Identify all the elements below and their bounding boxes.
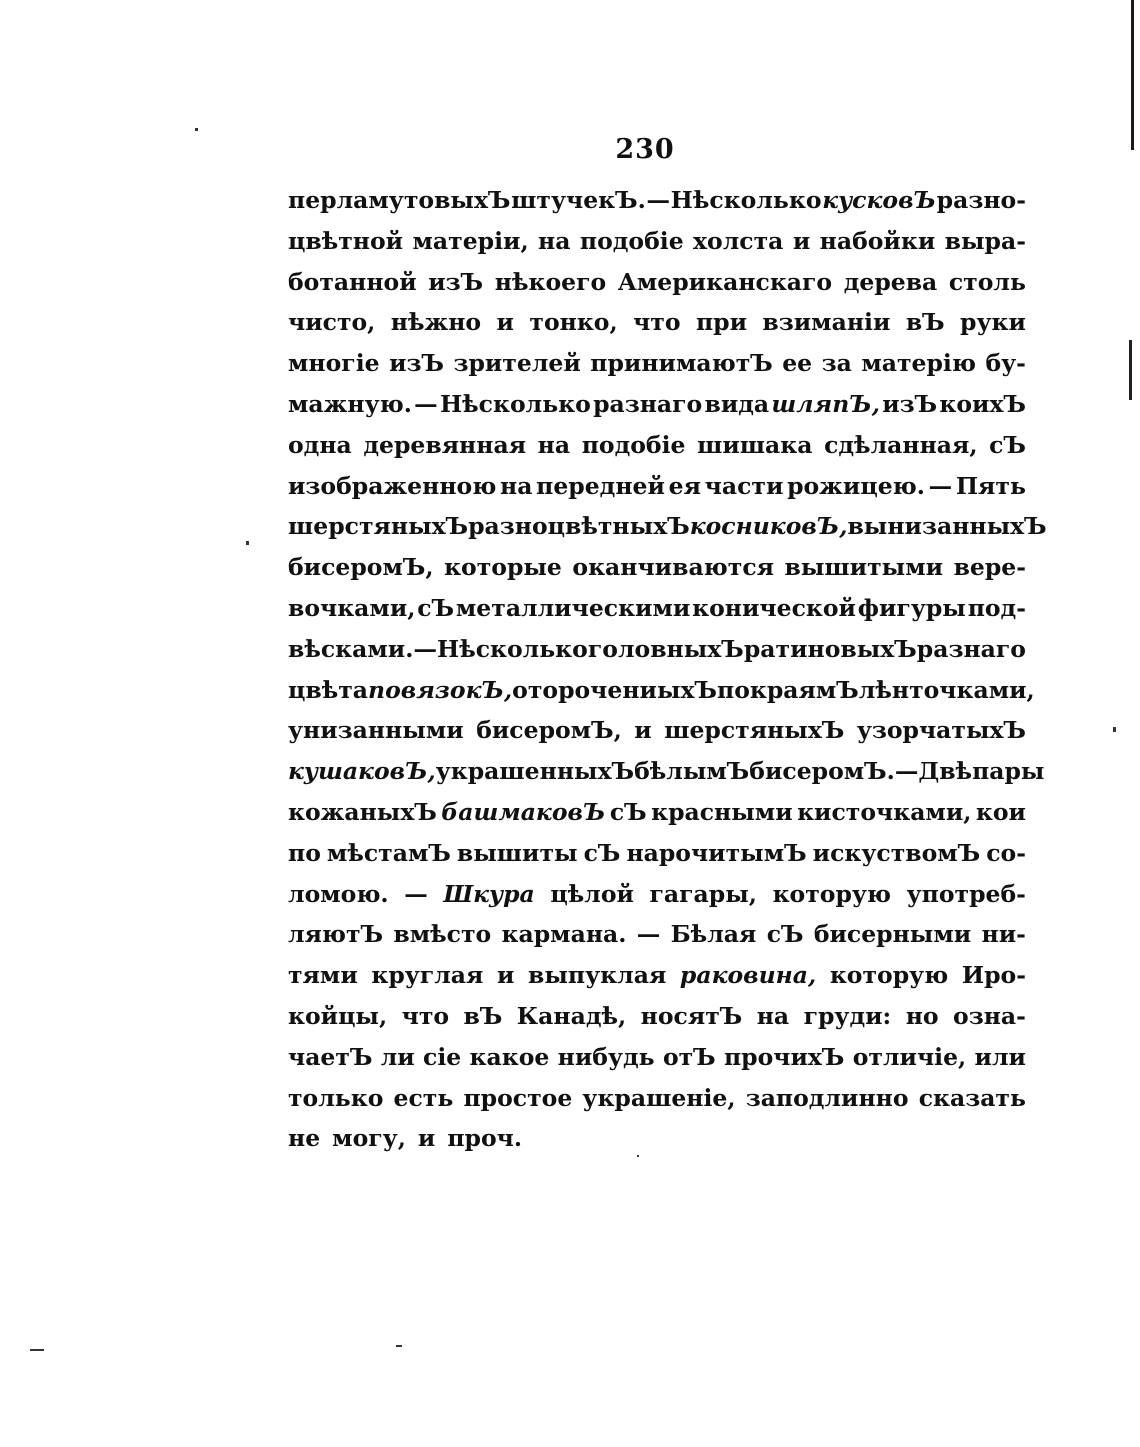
word: головныхЪ	[587, 634, 744, 663]
word: —	[414, 389, 438, 418]
word: цвѣта	[288, 675, 369, 704]
word: проч.	[447, 1124, 523, 1153]
text-line	[288, 1037, 1026, 1078]
word: мажную.	[288, 389, 412, 418]
word: только	[288, 1083, 384, 1112]
word: Нѣсколько	[670, 186, 822, 214]
word: бисеромЪ,	[476, 716, 622, 745]
word: сЪ	[583, 838, 621, 867]
word: деревянная	[363, 430, 527, 459]
word: тями	[288, 961, 358, 990]
word: изЪ	[428, 267, 484, 296]
text-line	[288, 384, 1026, 425]
word: руки	[960, 308, 1026, 337]
word: кармана.	[501, 920, 627, 949]
word: изЪ	[882, 389, 938, 418]
dust-speck	[396, 1345, 402, 1347]
text-line	[288, 629, 1026, 670]
text-line	[288, 1078, 1026, 1119]
word: узорчатыхЪ	[856, 716, 1026, 745]
word: или	[974, 1042, 1026, 1071]
word: чаетЪ	[288, 1042, 373, 1071]
word: тонко,	[529, 308, 618, 337]
word: нарочитымЪ	[626, 838, 807, 867]
text-line	[288, 547, 1026, 588]
word: чисто,	[288, 308, 376, 337]
italic-term: раковина,	[679, 961, 817, 990]
text-line	[288, 833, 1026, 874]
word: на	[500, 471, 533, 500]
text-line	[288, 425, 1026, 466]
word: кисточками,	[797, 797, 972, 826]
text-line	[288, 302, 1026, 343]
word: бисеромЪ.	[749, 757, 895, 786]
italic-term: башмаковЪ	[441, 797, 606, 826]
word: цвѣтной	[288, 226, 404, 255]
text-line	[288, 751, 1045, 792]
word: украшеніе,	[582, 1083, 736, 1112]
word: Пять	[955, 471, 1026, 500]
text-line	[288, 262, 1026, 303]
word: искуствомЪ	[812, 838, 981, 867]
word: кожаныхЪ	[288, 797, 437, 826]
word: Нѣсколько	[436, 634, 588, 663]
word: вере-	[953, 553, 1026, 582]
word: вмѣсто	[393, 920, 492, 949]
word: сіе	[423, 1042, 462, 1071]
text-line	[288, 792, 1026, 833]
word: гагары,	[649, 879, 757, 908]
word: Американскаго	[617, 267, 833, 296]
word: выпуклая	[528, 961, 667, 990]
word: ни-	[981, 920, 1026, 949]
word: озна-	[953, 1001, 1026, 1030]
word: могу,	[332, 1124, 406, 1153]
word: красными	[651, 797, 793, 826]
word: зрителей	[453, 349, 581, 378]
word: вЪ	[463, 1001, 503, 1030]
word: и	[634, 716, 652, 745]
word: цѣлой	[550, 879, 634, 908]
word: —	[404, 879, 428, 908]
word: отличіе,	[852, 1042, 967, 1071]
word: груди:	[803, 1001, 892, 1030]
word: многіе	[288, 349, 380, 378]
word: вышиты	[456, 838, 578, 867]
page-edge-mark	[1129, 340, 1132, 400]
text-line	[288, 996, 1026, 1037]
word: но	[905, 1001, 939, 1030]
word: —	[928, 471, 953, 500]
word: ратиновыхЪ	[743, 634, 917, 663]
word: передней	[536, 471, 665, 500]
word: оторочениыхЪ	[512, 675, 718, 704]
word: изображенною	[288, 471, 497, 500]
word: заподлинно	[745, 1083, 909, 1112]
word: унизанными	[288, 716, 464, 745]
word: ея	[668, 471, 701, 500]
dust-speck	[30, 1349, 44, 1351]
word: рожицею.	[787, 471, 925, 500]
word: употреб-	[906, 879, 1026, 908]
word: которую	[829, 961, 949, 990]
word: выра-	[944, 226, 1026, 255]
word: разнаго	[916, 634, 1026, 663]
word: вынизанныхЪ	[847, 512, 1047, 541]
word: вида	[704, 389, 770, 418]
word: части	[704, 471, 784, 500]
word: вЪ	[905, 308, 945, 337]
text-line	[288, 588, 1026, 629]
word: по	[717, 675, 750, 704]
word: на	[538, 226, 571, 255]
word: подобіе	[579, 226, 684, 255]
word: при	[695, 308, 747, 337]
text-line	[288, 506, 1047, 547]
word: и	[792, 226, 811, 255]
word: Канадѣ,	[516, 1001, 627, 1030]
word: подобіе	[581, 430, 686, 459]
word: ее	[782, 349, 813, 378]
word: круглая	[371, 961, 484, 990]
text-line	[288, 466, 1026, 507]
word: дерева	[843, 267, 938, 296]
word: сЪ	[766, 920, 804, 949]
italic-term: Шкура	[443, 879, 535, 908]
word: на	[537, 430, 571, 459]
italic-term: повязокЪ,	[368, 675, 513, 704]
word: коихЪ	[939, 389, 1026, 418]
word: не	[288, 1124, 321, 1153]
text-line	[288, 343, 1026, 384]
word: конической	[692, 593, 856, 622]
word: койцы,	[288, 1001, 388, 1030]
word: холста	[693, 226, 784, 255]
word: простое	[463, 1083, 573, 1112]
word: что	[401, 1001, 450, 1030]
word: столь	[948, 267, 1026, 296]
body-text	[288, 180, 1047, 1159]
word: сказать	[918, 1083, 1026, 1112]
dust-speck	[1113, 727, 1116, 732]
word: лѣнточками,	[858, 675, 1035, 704]
word: по	[288, 838, 321, 867]
word: нѣкоего	[494, 267, 607, 296]
word: что	[633, 308, 681, 337]
word: сЪ	[609, 797, 647, 826]
word: изЪ	[389, 349, 444, 378]
word: —	[413, 634, 437, 663]
word: —	[894, 757, 919, 786]
word: бисеромЪ,	[288, 553, 434, 582]
page-number: 230	[615, 134, 675, 165]
word: кои	[975, 797, 1026, 826]
word: Бѣлая	[670, 920, 757, 949]
word: краямЪ	[749, 675, 859, 704]
word: которую	[772, 879, 892, 908]
word: бисерными	[813, 920, 972, 949]
italic-term: кушаковЪ,	[288, 757, 436, 786]
word: разноцвѣтныхЪ	[468, 512, 690, 541]
word: которые	[444, 553, 562, 582]
word: вѣсками.	[288, 634, 414, 663]
word: есть	[393, 1083, 454, 1112]
text-line	[288, 710, 1026, 751]
word: за	[821, 349, 852, 378]
word: на	[756, 1001, 790, 1030]
page-edge-shadow	[1131, 0, 1134, 150]
word: прочихЪ	[723, 1042, 845, 1071]
italic-term: косниковЪ,	[689, 512, 848, 541]
word: —	[636, 920, 661, 949]
word: принимаютЪ	[590, 349, 773, 378]
word: металлическими	[455, 593, 691, 622]
text-line	[288, 914, 1026, 955]
word: шишака	[697, 430, 813, 459]
word: разнаго	[593, 389, 703, 418]
word: перламутовыхЪ	[288, 186, 511, 214]
word: сЪ	[417, 593, 455, 622]
word: нибудь	[557, 1042, 655, 1071]
word: нѣжно	[390, 308, 482, 337]
word: под-	[967, 593, 1026, 622]
word: оканчиваются	[572, 553, 774, 582]
word: бу-	[985, 349, 1026, 378]
word: отЪ	[662, 1042, 716, 1071]
text-line	[288, 874, 1026, 915]
italic-term: кусковЪ	[822, 186, 936, 214]
word: ляютЪ	[288, 920, 384, 949]
word: ломою.	[288, 879, 389, 908]
word: Двѣ	[918, 757, 973, 786]
word: какое	[469, 1042, 550, 1071]
word: набойки	[819, 226, 936, 255]
word: ли	[380, 1042, 415, 1071]
word: ботанной	[288, 267, 417, 296]
italic-term: шляпЪ,	[771, 389, 880, 418]
word: шерстяныхЪ	[664, 716, 845, 745]
word: носятЪ	[640, 1001, 743, 1030]
text-line	[288, 221, 1026, 262]
word: и	[496, 308, 514, 337]
dust-speck	[195, 128, 198, 131]
word: матерію	[861, 349, 976, 378]
word: Иро-	[961, 961, 1026, 990]
word: разно-	[936, 186, 1026, 214]
word: и	[417, 1124, 436, 1153]
word: фигуры	[857, 593, 966, 622]
word: штучекЪ.	[511, 186, 646, 214]
text-line	[288, 180, 1026, 221]
word: взиманіи	[762, 308, 891, 337]
word: со-	[986, 838, 1026, 867]
word: украшенныхЪ	[435, 757, 635, 786]
dust-speck	[246, 541, 249, 545]
text-line	[288, 955, 1026, 996]
word: матеріи,	[412, 226, 529, 255]
word: —	[646, 186, 670, 214]
dust-speck	[637, 1155, 639, 1157]
word: вочками,	[288, 593, 416, 622]
word: сдѣланная,	[824, 430, 978, 459]
word: Нѣсколько	[439, 389, 591, 418]
text-line	[288, 670, 1035, 711]
word: сЪ	[989, 430, 1026, 459]
word: мѣстамЪ	[326, 838, 451, 867]
word: одна	[288, 430, 352, 459]
word: и	[497, 961, 515, 990]
word: шерстяныхЪ	[288, 512, 469, 541]
word: пары	[972, 757, 1045, 786]
text-line	[288, 1118, 1026, 1159]
word: бѣлымЪ	[634, 757, 750, 786]
word: вышитыми	[784, 553, 944, 582]
